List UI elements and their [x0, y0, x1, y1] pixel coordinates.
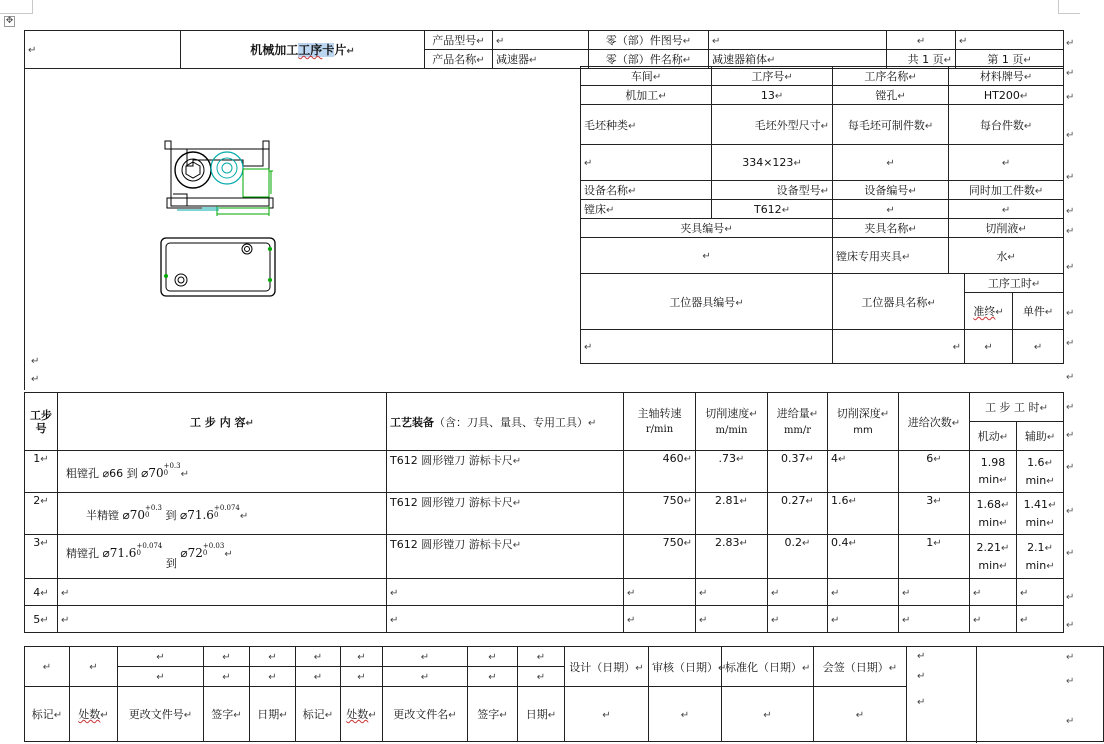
- header-table: [24, 30, 1064, 69]
- cutting-speed-header: 切削速度↵ m/min: [696, 393, 768, 451]
- table-row: [25, 606, 1064, 633]
- step-machine-time[interactable]: 1.68↵ min↵: [970, 493, 1017, 535]
- step-machine-time[interactable]: ↵: [970, 579, 1017, 606]
- coolant-value[interactable]: 水↵: [949, 238, 1064, 274]
- step-content[interactable]: ↵: [58, 606, 387, 633]
- step-depth[interactable]: 4↵: [828, 451, 899, 493]
- parts-per-blank-value[interactable]: ↵: [833, 145, 949, 181]
- step-speed[interactable]: ↵: [696, 579, 768, 606]
- step-spindle[interactable]: 750↵: [624, 535, 696, 579]
- date-label: 日期↵: [250, 687, 296, 742]
- fixture-no-value[interactable]: ↵: [581, 238, 833, 274]
- step-no: 1↵: [25, 451, 58, 493]
- step-depth[interactable]: 0.4↵: [828, 535, 899, 579]
- step-tooling[interactable]: T612 圆形镗刀 游标卡尺↵: [387, 493, 624, 535]
- part-drawing-label: 零（部）件图号↵: [589, 31, 709, 50]
- parts-per-unit-value[interactable]: ↵: [949, 145, 1064, 181]
- step-tooling[interactable]: T612 圆形镗刀 游标卡尺↵: [387, 535, 624, 579]
- station-tool-no-label: 工位器具编号↵: [581, 274, 833, 330]
- step-spindle[interactable]: ↵: [624, 606, 696, 633]
- drawing-para-mark-1: ↵: [31, 356, 40, 367]
- step-spindle[interactable]: 460↵: [624, 451, 696, 493]
- signoff-table: [24, 646, 1104, 742]
- table-row: [25, 579, 1064, 606]
- revision-cell[interactable]: ↵: [70, 647, 118, 687]
- step-tooling[interactable]: T612 圆形镗刀 游标卡尺↵: [387, 451, 624, 493]
- feed-header: 进给量↵ mm/r: [768, 393, 828, 451]
- equip-no-value[interactable]: ↵: [833, 200, 949, 219]
- product-name-value[interactable]: 减速器↵: [493, 50, 589, 69]
- workshop-label: 车间↵: [581, 67, 712, 86]
- revision-cell[interactable]: ↵: [518, 647, 565, 667]
- blank-size-value[interactable]: 334×123↵: [712, 145, 833, 181]
- blank-type-label: 毛坯种类↵: [581, 105, 712, 145]
- material-label: 材料牌号↵: [949, 67, 1064, 86]
- step-machine-time[interactable]: 2.21↵ min↵: [970, 535, 1017, 579]
- part-drawing: [24, 66, 580, 390]
- passes-header: 进给次数↵: [899, 393, 970, 451]
- step-speed[interactable]: ↵: [696, 606, 768, 633]
- design-date-label: 设计（日期）↵: [565, 647, 649, 687]
- place-count-label: 处数↵: [341, 687, 383, 742]
- revision-cell[interactable]: ↵: [118, 647, 204, 667]
- step-no-header: 工步号: [25, 393, 58, 451]
- process-name-label: 工序名称↵: [833, 67, 949, 86]
- cut-depth-header: 切削深度↵ mm: [828, 393, 899, 451]
- drawing-para-mark-2: ↵: [31, 374, 40, 385]
- process-name-value[interactable]: 镗孔↵: [833, 86, 949, 105]
- step-spindle[interactable]: 750↵: [624, 493, 696, 535]
- signoff-blank[interactable]: ↵ ↵ ↵: [907, 647, 1104, 742]
- step-spindle[interactable]: ↵: [624, 579, 696, 606]
- step-content[interactable]: ↵: [58, 579, 387, 606]
- equip-model-value[interactable]: T612↵: [712, 200, 833, 219]
- process-info-table: [580, 66, 1064, 364]
- step-machine-time[interactable]: 1.98 min↵: [970, 451, 1017, 493]
- step-feed[interactable]: 0.27↵: [768, 493, 828, 535]
- design-date-value[interactable]: ↵: [565, 687, 649, 742]
- card-title: 机械加工工序卡片↵: [181, 31, 425, 69]
- step-no: 3↵: [25, 535, 58, 579]
- mark-label: 标记↵: [25, 687, 70, 742]
- fixture-name-value[interactable]: 镗床专用夹具↵: [833, 238, 949, 274]
- equip-model-label: 设备型号↵: [712, 181, 833, 200]
- step-content-header: 工 步 内 容↵: [58, 393, 387, 451]
- step-passes[interactable]: 6↵: [899, 451, 970, 493]
- header-blank-b: ↵: [956, 31, 1064, 50]
- equip-name-value[interactable]: 镗床↵: [581, 200, 712, 219]
- revision-cell[interactable]: ↵: [204, 647, 250, 667]
- process-steps-table: [24, 392, 1064, 633]
- crop-mark-right: [1058, 0, 1080, 14]
- step-feed[interactable]: 0.2↵: [768, 535, 828, 579]
- revision-cell[interactable]: ↵: [341, 667, 383, 687]
- crop-mark-left: [0, 0, 33, 14]
- step-passes[interactable]: 3↵: [899, 493, 970, 535]
- step-speed[interactable]: 2.83↵: [696, 535, 768, 579]
- revision-cell[interactable]: ↵: [383, 647, 468, 667]
- product-model-value[interactable]: ↵: [493, 31, 589, 50]
- simultaneous-value[interactable]: ↵: [949, 200, 1064, 219]
- revision-cell[interactable]: ↵: [296, 647, 341, 667]
- table-row: [25, 451, 1064, 493]
- revision-cell[interactable]: ↵: [118, 667, 204, 687]
- step-depth[interactable]: 1.6↵: [828, 493, 899, 535]
- revision-cell[interactable]: ↵: [250, 667, 296, 687]
- step-aux-time[interactable]: ↵: [1017, 579, 1064, 606]
- total-pages: 共 1 页↵: [887, 50, 956, 69]
- step-passes[interactable]: ↵: [899, 579, 970, 606]
- material-value[interactable]: HT200↵: [949, 86, 1064, 105]
- step-content[interactable]: 粗镗孔 ⌀66 到 ⌀70 +0.3 0 ↵: [58, 451, 387, 493]
- step-feed[interactable]: 0.37↵: [768, 451, 828, 493]
- countersign-date-value[interactable]: ↵: [814, 687, 907, 742]
- revision-cell[interactable]: ↵: [296, 667, 341, 687]
- revision-cell[interactable]: ↵: [341, 647, 383, 667]
- step-speed[interactable]: .73↵: [696, 451, 768, 493]
- place-count-label: 处数↵: [70, 687, 118, 742]
- sign-label: 签字↵: [204, 687, 250, 742]
- product-name-label: 产品名称↵: [425, 50, 493, 69]
- part-name-value[interactable]: 减速器箱体↵: [709, 50, 887, 69]
- process-time-label: 工序工时↵: [965, 274, 1064, 293]
- station-tool-name-value[interactable]: ↵: [833, 330, 965, 364]
- table-move-handle-icon[interactable]: ✥: [5, 16, 14, 26]
- fixture-no-label: 夹具编号↵: [581, 219, 833, 238]
- coolant-label: 切削液↵: [949, 219, 1064, 238]
- step-speed[interactable]: 2.81↵: [696, 493, 768, 535]
- step-passes[interactable]: ↵: [899, 606, 970, 633]
- standard-date-value[interactable]: ↵: [722, 687, 814, 742]
- step-feed[interactable]: ↵: [768, 606, 828, 633]
- step-content[interactable]: 半精镗 ⌀70 +0.3 0 到 ⌀71.6 +0.074 0 ↵: [58, 493, 387, 535]
- step-tooling[interactable]: ↵: [387, 579, 624, 606]
- change-doc-no-label: 更改文件号↵: [118, 687, 204, 742]
- process-no-value[interactable]: 13↵: [712, 86, 833, 105]
- revision-cell[interactable]: ↵: [518, 667, 565, 687]
- product-model-label: 产品型号↵: [425, 31, 493, 50]
- machine-time-header: 机动↵: [970, 422, 1017, 451]
- parts-per-unit-label: 每台件数↵: [949, 105, 1064, 145]
- equipment-header: 工艺装备（含：刀具、量具、专用工具）↵: [387, 393, 624, 451]
- standard-date-label: 标准化（日期）↵: [722, 647, 814, 687]
- header-blank-a: ↵: [887, 31, 956, 50]
- unit-time-value[interactable]: ↵: [1013, 330, 1064, 364]
- workshop-value[interactable]: 机加工↵: [581, 86, 712, 105]
- parts-per-blank-label: 每毛坯可制件数↵: [833, 105, 949, 145]
- gearbox-front-view-drawing: [157, 136, 317, 236]
- revision-cell[interactable]: ↵: [25, 647, 70, 687]
- page-number: 第 1 页↵: [956, 50, 1064, 69]
- equip-no-label: 设备编号↵: [833, 181, 949, 200]
- step-feed[interactable]: ↵: [768, 579, 828, 606]
- unit-time-label: 单件↵: [1013, 293, 1064, 330]
- equip-name-label: 设备名称↵: [581, 181, 712, 200]
- process-no-label: 工序号↵: [712, 67, 833, 86]
- gearbox-top-view-drawing: [159, 236, 279, 300]
- blank-type-value[interactable]: ↵: [581, 145, 712, 181]
- station-tool-no-value[interactable]: ↵: [581, 330, 833, 364]
- fixture-name-label: 夹具名称↵: [833, 219, 949, 238]
- date-label: 日期↵: [518, 687, 565, 742]
- step-content[interactable]: 精镗孔 ⌀71.6 +0.074 0 到 ⌀72 +0.03 0 ↵: [58, 535, 387, 579]
- prep-time-label: 准终↵: [965, 293, 1013, 330]
- part-name-label: 零（部）件名称↵: [589, 50, 709, 69]
- simultaneous-label: 同时加工件数↵: [949, 181, 1064, 200]
- revision-cell[interactable]: ↵: [250, 647, 296, 667]
- step-aux-time[interactable]: ↵: [1017, 606, 1064, 633]
- aux-time-header: 辅助↵: [1017, 422, 1064, 451]
- review-date-value[interactable]: ↵: [649, 687, 722, 742]
- step-machine-time[interactable]: ↵: [970, 606, 1017, 633]
- step-aux-time[interactable]: 1.6↵ min↵: [1017, 451, 1064, 493]
- step-depth[interactable]: ↵: [828, 579, 899, 606]
- review-date-label: 审核（日期）↵: [649, 647, 722, 687]
- change-doc-name-label: 更改文件名↵: [383, 687, 468, 742]
- mark-label: 标记↵: [296, 687, 341, 742]
- table-row: [25, 493, 1064, 535]
- step-depth[interactable]: ↵: [828, 606, 899, 633]
- header-blank-cell: ↵: [25, 31, 181, 69]
- spindle-speed-header: 主轴转速 r/min: [624, 393, 696, 451]
- revision-cell[interactable]: ↵: [383, 667, 468, 687]
- part-drawing-value[interactable]: ↵: [709, 31, 887, 50]
- table-row: [25, 535, 1064, 579]
- step-time-header: 工 步 工 时↵: [970, 393, 1064, 422]
- sign-label: 签字↵: [468, 687, 518, 742]
- prep-time-value[interactable]: ↵: [965, 330, 1013, 364]
- revision-cell[interactable]: ↵: [204, 667, 250, 687]
- blank-size-label: 毛坯外型尺寸↵: [712, 105, 833, 145]
- countersign-date-label: 会签（日期）↵: [814, 647, 907, 687]
- revision-cell[interactable]: ↵: [468, 647, 518, 667]
- step-aux-time[interactable]: 1.41↵ min↵: [1017, 493, 1064, 535]
- step-tooling[interactable]: ↵: [387, 606, 624, 633]
- step-no: 2↵: [25, 493, 58, 535]
- step-no: 5↵: [25, 606, 58, 633]
- step-no: 4↵: [25, 579, 58, 606]
- step-aux-time[interactable]: 2.1↵ min↵: [1017, 535, 1064, 579]
- step-passes[interactable]: 1↵: [899, 535, 970, 579]
- revision-cell[interactable]: ↵: [468, 667, 518, 687]
- station-tool-name-label: 工位器具名称↵: [833, 274, 965, 330]
